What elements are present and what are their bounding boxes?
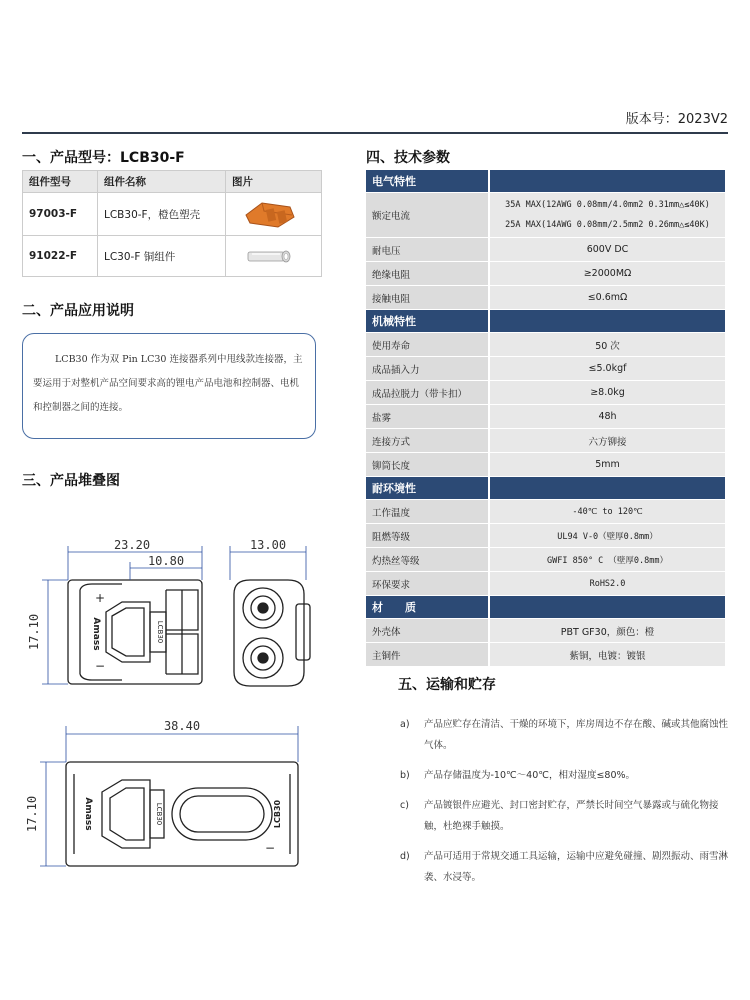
spec-key: 灼热丝等级	[366, 548, 489, 572]
spec-category-mechanical	[366, 310, 725, 333]
col-name-header: 组件名称	[98, 171, 226, 193]
spec-table	[366, 170, 725, 667]
table-row	[366, 405, 725, 429]
dim-height: 17.10	[27, 613, 41, 651]
spec-category-environment	[366, 477, 725, 500]
spec-key: 耐电压	[366, 238, 489, 262]
component-table	[22, 170, 322, 277]
component-name: LCB30-F，橙色塑壳	[98, 193, 226, 236]
side-view	[68, 580, 202, 684]
spec-value: 600V DC	[489, 238, 725, 262]
spec-value: ≥2000MΩ	[489, 262, 725, 286]
section-title-stack-drawing: 三、产品堆叠图	[22, 473, 120, 489]
list-marker: c)	[400, 800, 409, 811]
list-marker: b)	[400, 770, 410, 781]
dim-top-height: 17.10	[25, 795, 39, 833]
spec-value: 六方铆接	[489, 429, 725, 453]
spec-category-material	[366, 596, 725, 619]
spec-key: 使用寿命	[366, 333, 489, 357]
minus-marking: −	[264, 841, 276, 855]
spec-value: PBT GF30，颜色：橙	[489, 619, 725, 643]
spec-key: 阻燃等级	[366, 524, 489, 548]
list-item-text: 产品应贮存在清洁、干燥的环境下，库房周边不存在酸、碱或其他腐蚀性气体。	[424, 719, 729, 751]
list-item	[398, 795, 730, 837]
table-row	[366, 193, 725, 238]
spec-value	[489, 193, 725, 238]
component-table-header	[23, 171, 322, 193]
table-row	[23, 236, 322, 277]
table-row	[366, 500, 725, 524]
spec-key: 铆筒长度	[366, 453, 489, 477]
spec-value-line: 25A MAX(14AWG 0.08mm/2.5mm2 0.26mm△≤40K)	[505, 220, 710, 230]
spec-key: 工作温度	[366, 500, 489, 524]
plus-marking: +	[94, 591, 106, 605]
list-marker: a)	[400, 719, 410, 730]
model-marking: LCB30	[156, 620, 164, 644]
copper-pin-icon	[240, 243, 300, 269]
list-marker: d)	[400, 851, 410, 862]
section-title-model: 一、产品型号：LCB30-F	[22, 150, 185, 166]
spec-key: 环保要求	[366, 572, 489, 596]
category-blank	[489, 170, 725, 193]
dim-width: 13.00	[249, 538, 287, 552]
header-divider	[22, 132, 728, 134]
transport-list	[398, 714, 730, 897]
technical-drawing	[22, 530, 332, 900]
table-row	[366, 381, 725, 405]
category-blank	[489, 596, 725, 619]
spec-key: 外壳体	[366, 619, 489, 643]
spec-key: 成品拉脱力（带卡扣）	[366, 381, 489, 405]
table-row	[366, 643, 725, 667]
table-row	[366, 357, 725, 381]
col-image-header: 图片	[226, 171, 322, 193]
component-name: LC30-F 铜组件	[98, 236, 226, 277]
table-row	[366, 238, 725, 262]
spec-key: 绝缘电阻	[366, 262, 489, 286]
component-image-cell	[226, 193, 322, 236]
dim-top-length: 38.40	[163, 719, 201, 733]
section-title-specs: 四、技术参数	[366, 150, 450, 166]
spec-value: 48h	[489, 405, 725, 429]
category-blank	[489, 477, 725, 500]
version-label: 版本号：2023V2	[625, 112, 728, 127]
table-row	[366, 453, 725, 477]
list-item-text: 产品镀银件应避光、封口密封贮存，严禁长时间空气暴露或与硫化物接触，杜绝裸手触摸。	[424, 800, 719, 832]
model-marking: LCB30	[155, 802, 163, 826]
list-item-text: 产品存储温度为-10℃～40℃，相对湿度≤80%。	[424, 770, 636, 781]
spec-key: 主铜件	[366, 643, 489, 667]
brand-marking: Amass	[83, 797, 93, 831]
list-item	[398, 765, 730, 786]
table-row	[366, 524, 725, 548]
category-label: 材 质	[366, 596, 489, 619]
spec-value: UL94 V-0（壁厚0.8mm）	[489, 524, 725, 548]
section-title-application: 二、产品应用说明	[22, 303, 134, 319]
model-marking: LCB30	[273, 799, 282, 829]
front-view	[234, 580, 310, 686]
minus-marking: −	[94, 659, 106, 673]
component-image-cell	[226, 236, 322, 277]
spec-key: 连接方式	[366, 429, 489, 453]
component-code: 91022-F	[23, 236, 98, 277]
spec-value-line: 35A MAX(12AWG 0.08mm/4.0mm2 0.31mm△≤40K)	[505, 200, 710, 210]
spec-value: -40℃ to 120℃	[489, 500, 725, 524]
spec-value: RoHS2.0	[489, 572, 725, 596]
spec-key: 额定电流	[366, 193, 489, 238]
top-view	[66, 762, 298, 866]
table-row	[366, 333, 725, 357]
spec-key: 成品插入力	[366, 357, 489, 381]
spec-value: GWFI 850° C （壁厚0.8mm）	[489, 548, 725, 572]
table-row	[366, 548, 725, 572]
spec-key: 盐雾	[366, 405, 489, 429]
table-row	[366, 262, 725, 286]
table-row	[366, 286, 725, 310]
spec-value: ≥8.0kg	[489, 381, 725, 405]
list-item	[398, 846, 730, 888]
section-title-transport: 五、运输和贮存	[398, 677, 496, 693]
dim-overall-length: 23.20	[113, 538, 151, 552]
table-row	[23, 193, 322, 236]
spec-value: ≤0.6mΩ	[489, 286, 725, 310]
category-blank	[489, 310, 725, 333]
application-description: LCB30 作为双 Pin LC30 连接器系列中甩线款连接器，主要运用于对整机产品空间要求高的锂电产品电池和控制器、电机和控制器之间的连接。	[22, 333, 316, 439]
table-row	[366, 619, 725, 643]
list-item	[398, 714, 730, 756]
col-code-header: 组件型号	[23, 171, 98, 193]
spec-key: 接触电阻	[366, 286, 489, 310]
spec-value: 紫铜，电镀：镀银	[489, 643, 725, 667]
category-label: 电气特性	[366, 170, 489, 193]
category-label: 耐环境性	[366, 477, 489, 500]
table-row	[366, 572, 725, 596]
spec-category-electrical	[366, 170, 725, 193]
table-row	[366, 429, 725, 453]
list-item-text: 产品可适用于常规交通工具运输，运输中应避免碰撞、剧烈振动、雨雪淋袭、水浸等。	[424, 851, 729, 883]
brand-marking: Amass	[91, 617, 101, 651]
spec-value: 50 次	[489, 333, 725, 357]
spec-value: 5mm	[489, 453, 725, 477]
orange-housing-icon	[240, 197, 300, 231]
spec-value: ≤5.0kgf	[489, 357, 725, 381]
category-label: 机械特性	[366, 310, 489, 333]
dim-partial-length: 10.80	[147, 554, 185, 568]
component-code: 97003-F	[23, 193, 98, 236]
